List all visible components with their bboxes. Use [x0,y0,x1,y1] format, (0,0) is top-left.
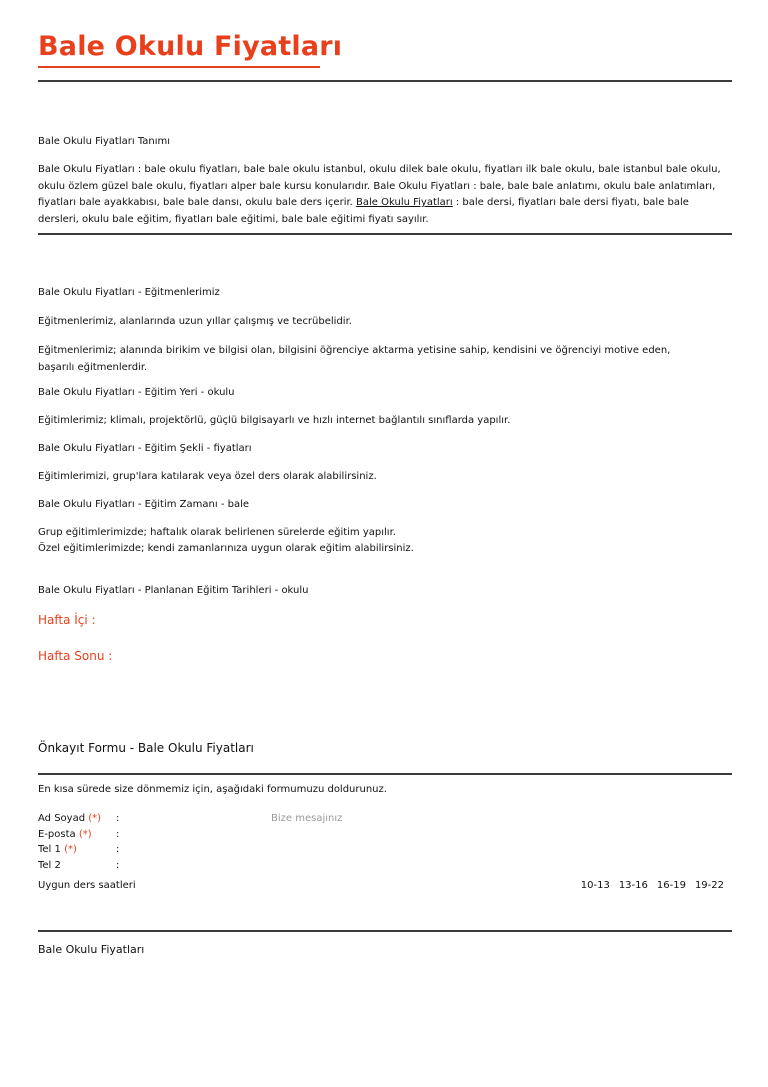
format-text: Eğitimlerimizi, grup'lara katılarak veya özel ders olarak alabilirsiniz. [38,471,377,482]
divider [38,233,732,235]
phone2-label: Tel 2 [38,859,61,871]
divider [38,773,732,775]
name-field-colon: : [116,813,120,824]
form-intro: En kısa sürede size dönmemiz için, aşağıdaki formumuzu doldurunuz. [38,784,387,795]
phone2-field-colon: : [116,859,120,871]
email-label: E-posta (*) [38,828,92,840]
form-row-email[interactable] [38,827,126,843]
place-heading: Bale Okulu Fiyatları - Eğitim Yeri - okulu [38,387,235,398]
page-title: Bale Okulu Fiyatları [38,31,343,62]
intro-link[interactable]: Bale Okulu Fiyatları [356,197,453,208]
time-slot-group [581,878,724,894]
hours-label: Uygun ders saatleri [38,880,136,891]
intro-heading: Bale Okulu Fiyatları Tanımı [38,136,171,147]
time-slot-option[interactable]: 10-13 [580,880,610,891]
form-heading: Önkayıt Formu - Bale Okulu Fiyatları [38,741,254,755]
form-row-phone1[interactable] [38,842,126,858]
form-fields [38,811,126,873]
title-underline [38,66,320,68]
intro-paragraph [38,162,732,228]
name-label: Ad Soyad (*) [38,813,102,824]
form-row-name[interactable] [38,811,126,827]
time-heading: Bale Okulu Fiyatları - Eğitim Zamanı - bale [38,499,250,510]
trainers-text-2: Eğitmenlerimiz; alanında birikim ve bilgisi olan, bilgisini öğrenciye aktarma yetisine sahip, kendisini ve öğrenciyi motive eden, başarılı eğitmenlerdir. [38,345,671,373]
trainers-text-1: Eğitmenlerimiz, alanlarında uzun yıllar çalışmış ve tecrübelidir. [38,316,352,327]
divider [38,930,732,932]
weekend-label: Hafta Sonu : [38,649,113,663]
time-slot-option[interactable]: 16-19 [656,880,686,891]
time-slot-option[interactable]: 13-16 [618,880,648,891]
time-text-2: Özel eğitimlerimizde; kendi zamanlarınıza uygun olarak eğitim alabilirsiniz. [38,543,414,554]
message-field[interactable]: Bize mesajınız [271,813,343,824]
phone1-field-colon: : [116,844,120,855]
phone1-label: Tel 1 (*) [38,844,77,855]
form-row-phone2[interactable] [38,858,126,874]
time-text-1: Grup eğitimlerimizde; haftalık olarak belirlenen sürelerde eğitim yapılır. [38,527,396,538]
intro-text-part2: : bale dersi, fiyatları bale dersi fiyatı, bale bale dersleri, okulu bale eğitim, fiyatları bale eğitimi, bale bale eğitimi fiyatı sayılır. [38,197,689,225]
time-slot-option[interactable]: 19-22 [694,880,724,891]
weekday-label: Hafta İçi : [38,613,96,627]
place-text: Eğitimlerimiz; klimalı, projektörlü, güçlü bilgisayarlı ve hızlı internet bağlantılı sınıflarda yapılır. [38,415,511,426]
intro-text-part1: Bale Okulu Fiyatları : bale okulu fiyatları, bale bale okulu istanbul, okulu dilek bale okulu, fiyatları ilk bale okulu, bale istanbul bale okulu, okulu özlem güzel bale okulu, fiyatları alper bale kursu konularıdır. Bale Okulu Fiyatları : bale, bale bale anlatımı, okulu bale anlatımları, fiyatları bale ayakkabısı, bale bale dansı, okulu bale ders içerir. [38,164,721,208]
footer-title: Bale Okulu Fiyatları [38,943,145,956]
planned-heading: Bale Okulu Fiyatları - Planlanan Eğitim Tarihleri - okulu [38,585,309,596]
email-field-colon: : [116,828,120,840]
divider [38,80,732,82]
format-heading: Bale Okulu Fiyatları - Eğitim Şekli - fiyatları [38,443,252,454]
trainers-heading: Bale Okulu Fiyatları - Eğitmenlerimiz [38,287,220,298]
